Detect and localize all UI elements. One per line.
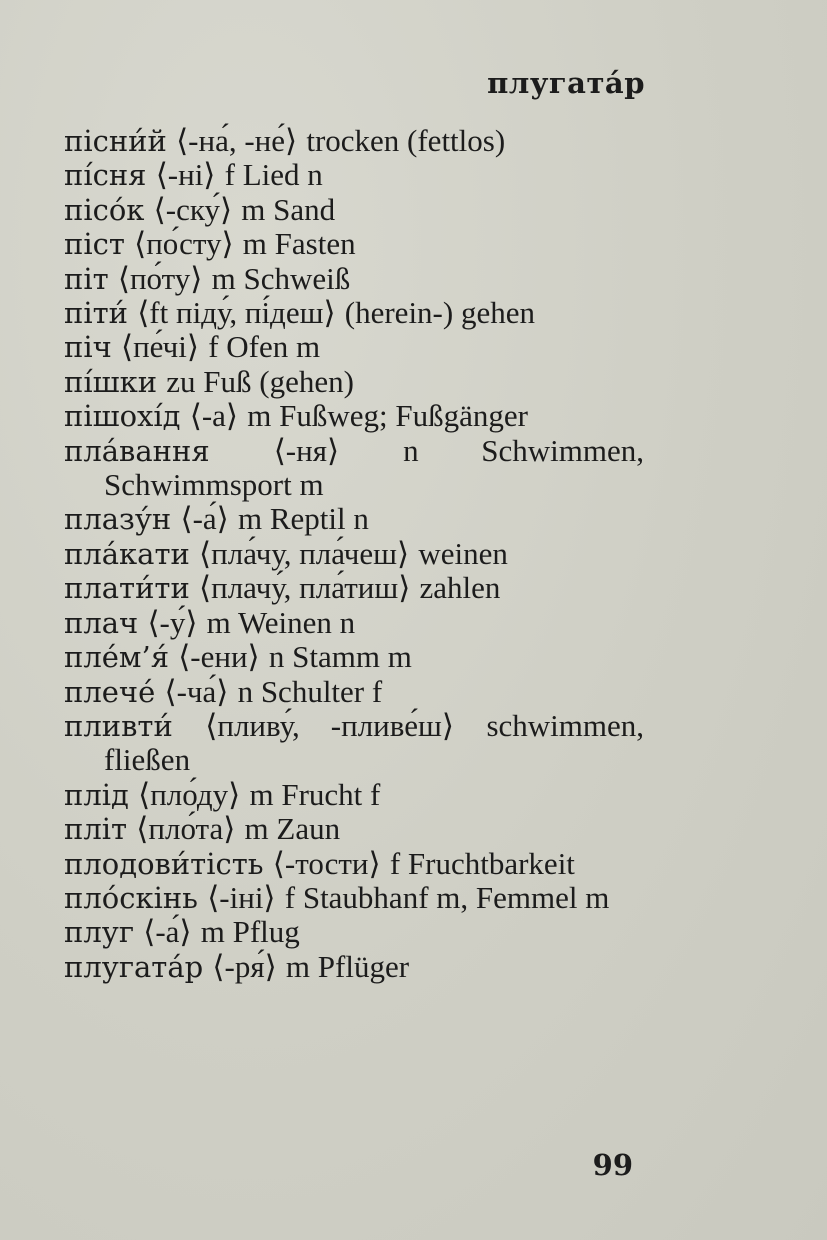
headword: плід bbox=[64, 777, 129, 812]
translation: zu Fuß (gehen) bbox=[166, 363, 354, 399]
translation: zahlen bbox=[419, 570, 501, 606]
headword: піт bbox=[64, 261, 109, 296]
headword: пі́шки bbox=[64, 364, 158, 399]
translation: m Reptil n bbox=[237, 501, 369, 537]
grammar-note: ⟨-ня⟩ bbox=[273, 432, 340, 468]
headword: пло́скінь bbox=[64, 880, 198, 915]
dictionary-entry bbox=[64, 881, 644, 915]
translation: f Ofen m bbox=[208, 329, 321, 365]
dictionary-entry bbox=[64, 365, 644, 399]
entry-list bbox=[64, 124, 644, 984]
headword: пісни́й bbox=[64, 124, 167, 158]
dictionary-entry bbox=[64, 537, 644, 571]
dictionary-entry bbox=[64, 296, 644, 330]
grammar-note: ⟨-ени⟩ bbox=[178, 639, 260, 675]
dictionary-entry bbox=[64, 434, 644, 503]
grammar-note: ⟨пло́ду⟩ bbox=[138, 776, 241, 812]
headword: плуг bbox=[64, 915, 135, 950]
headword: пла́вання bbox=[64, 433, 210, 468]
grammar-note: ⟨плачу́, пла́тиш⟩ bbox=[199, 570, 411, 606]
headword: пливти́ bbox=[64, 708, 173, 743]
translation: m Fasten bbox=[242, 226, 356, 262]
dictionary-entry bbox=[64, 571, 644, 605]
headword: пі́сня bbox=[64, 158, 147, 193]
grammar-note: ⟨-а́⟩ bbox=[180, 501, 229, 537]
headword: плазу́н bbox=[64, 502, 172, 537]
grammar-note: ⟨по́ту⟩ bbox=[117, 260, 203, 296]
page-number: 99 bbox=[592, 1148, 633, 1182]
translation: m Fußweg; Fußgänger bbox=[247, 398, 528, 434]
headword: плодови́тість bbox=[64, 846, 264, 881]
dictionary-entry bbox=[64, 640, 644, 674]
translation: (herein-) gehen bbox=[344, 295, 535, 331]
grammar-note: ⟨ft піду́, пі́деш⟩ bbox=[137, 295, 336, 331]
translation: m Frucht f bbox=[249, 776, 381, 812]
running-head: плугата́р bbox=[487, 66, 645, 100]
headword: піти́ bbox=[64, 296, 128, 331]
dictionary-entry bbox=[64, 847, 644, 881]
dictionary-entry bbox=[64, 778, 644, 812]
translation: f Staubhanf m, Femmel m bbox=[284, 879, 610, 915]
headword: плач bbox=[64, 605, 139, 640]
dictionary-entry bbox=[64, 812, 644, 846]
grammar-note: ⟨пло́та⟩ bbox=[136, 811, 236, 847]
headword: плугата́р bbox=[64, 949, 204, 984]
grammar-note: ⟨-а⟩ bbox=[189, 398, 239, 434]
grammar-note: ⟨-іні⟩ bbox=[207, 879, 276, 915]
grammar-note: ⟨-ча́⟩ bbox=[164, 673, 229, 709]
translation: m Weinen n bbox=[206, 604, 356, 640]
translation: m Sand bbox=[241, 191, 336, 227]
grammar-note: ⟨-тости⟩ bbox=[272, 845, 381, 881]
headword: плати́ти bbox=[64, 571, 190, 606]
headword: пішохі́д bbox=[64, 399, 181, 434]
grammar-note: ⟨по́сту⟩ bbox=[134, 226, 234, 262]
translation: n Stamm m bbox=[268, 639, 412, 675]
grammar-note: ⟨-у́⟩ bbox=[147, 604, 198, 640]
dictionary-entry bbox=[64, 124, 644, 158]
grammar-note: ⟨пе́чі⟩ bbox=[121, 329, 199, 365]
dictionary-entry bbox=[64, 330, 644, 364]
headword: пліт bbox=[64, 812, 128, 847]
dictionary-entry bbox=[64, 915, 644, 949]
headword: пісо́к bbox=[64, 192, 145, 227]
translation: schwimmen, fließen bbox=[104, 707, 644, 778]
translation: f Fruchtbarkeit bbox=[389, 845, 575, 881]
headword: плече́ bbox=[64, 674, 156, 709]
dictionary-entry bbox=[64, 606, 644, 640]
grammar-note: ⟨-ні⟩ bbox=[155, 157, 216, 193]
grammar-note: ⟨пла́чу, пла́чеш⟩ bbox=[199, 535, 410, 571]
grammar-note: ⟨пливу́, -пливе́ш⟩ bbox=[205, 707, 454, 743]
grammar-note: ⟨-ску́⟩ bbox=[153, 191, 233, 227]
translation: m Pflüger bbox=[285, 948, 410, 984]
headword: піч bbox=[64, 330, 112, 365]
translation: m Zaun bbox=[244, 811, 341, 847]
dictionary-entry bbox=[64, 709, 644, 778]
translation: weinen bbox=[418, 535, 508, 571]
dictionary-entry bbox=[64, 262, 644, 296]
dictionary-entry bbox=[64, 675, 644, 709]
translation: m Schweiß bbox=[211, 260, 351, 296]
dictionary-entry bbox=[64, 399, 644, 433]
grammar-note: ⟨-ря́⟩ bbox=[212, 948, 277, 984]
headword: піст bbox=[64, 227, 125, 262]
dictionary-entry bbox=[64, 158, 644, 192]
translation: f Lied n bbox=[224, 157, 323, 193]
translation: m Pflug bbox=[200, 914, 300, 950]
translation: n Schwimmen, Schwimmsport m bbox=[104, 432, 644, 503]
dictionary-entry bbox=[64, 950, 644, 984]
translation: trocken (fettlos) bbox=[306, 123, 506, 158]
dictionary-entry bbox=[64, 193, 644, 227]
headword: пле́м’я́ bbox=[64, 640, 169, 675]
grammar-note: ⟨-на́, -не́⟩ bbox=[176, 123, 298, 158]
headword: пла́кати bbox=[64, 536, 190, 571]
translation: n Schulter f bbox=[237, 673, 383, 709]
grammar-note: ⟨-а́⟩ bbox=[143, 914, 192, 950]
dictionary-entry bbox=[64, 502, 644, 536]
dictionary-entry bbox=[64, 227, 644, 261]
